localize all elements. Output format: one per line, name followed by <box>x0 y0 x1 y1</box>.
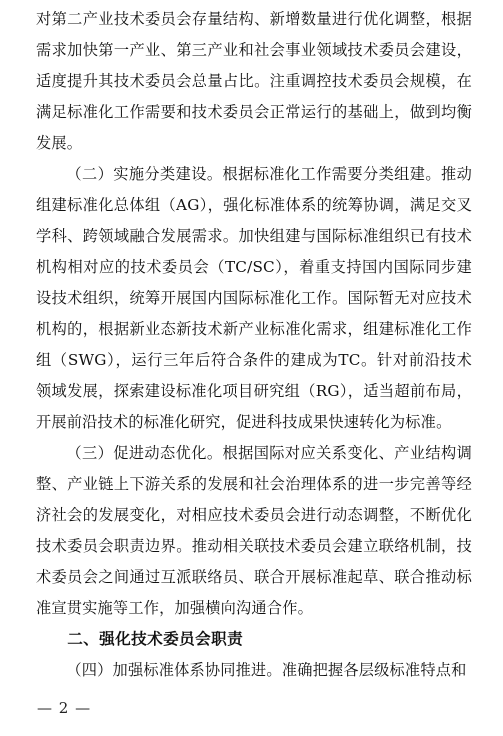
paragraph-3 <box>36 438 472 624</box>
paragraph-1-body: 对第二产业技术委员会存量结构、新增数量进行优化调整，根据需求加快第一产业、第三产业和社会事业领域技术委员会建设，适度提升其技术委员会总量占比。注重调控技术委员会规模，在满足标准化工作需要和技术委员会正常运行的基础上，做到均衡发展。 <box>36 10 472 152</box>
document-body <box>36 4 472 686</box>
paragraph-2-body: 根据标准化工作需要分类组建。推动组建标准化总体组（AG），强化标准体系的统筹协调，满足交叉学科、跨领域融合发展需求。加快组建与国际标准组织已有技术机构相对应的技术委员会（TC/SC），着重支持国内国际同步建设技术组织，统筹开展国内国际标准化工作。国际暂无对应技术机构的，根据新业态新技术新产业标准化需求，组建标准化工作组（SWG），运行三年后符合条件的建成为TC。针对前沿技术领域发展，探索建设标准化项目研究组（RG），适当超前布局，开展前沿技术的标准化研究，促进科技成果快速转化为标准。 <box>36 165 473 431</box>
paragraph-2 <box>36 159 472 438</box>
page-number: — 2 — <box>37 699 92 717</box>
paragraph-4 <box>36 655 472 686</box>
paragraph-3-body: 根据国际对应关系变化、产业结构调整、产业链上下游关系的发展和社会治理体系的进一步完善等经济社会的发展变化，对相应技术委员会进行动态调整，不断优化技术委员会职责边界。推动相关联技术委员会建立联络机制，技术委员会之间通过互派联络员、联合开展标准起草、联合推动标准宣贯实施等工作，加强横向沟通合作。 <box>36 444 473 617</box>
paragraph-4-lead: （四）加强标准体系协同推进。 <box>66 661 282 679</box>
paragraph-4-body: 准确把握各层级标准特点和 <box>281 661 467 679</box>
paragraph-3-lead: （三）促进动态优化。 <box>66 444 223 462</box>
paragraph-1 <box>36 4 472 159</box>
section-heading: 二、强化技术委员会职责 <box>67 630 244 648</box>
paragraph-2-lead: （二）实施分类建设。 <box>66 165 223 183</box>
